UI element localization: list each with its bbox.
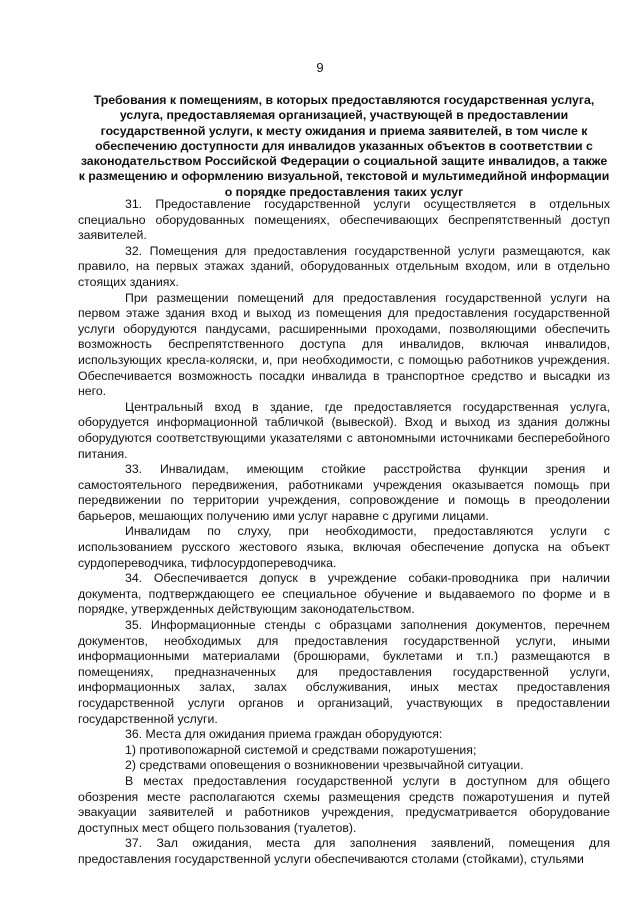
section-heading: Требования к помещениям, в которых предоставляются государственная услуга, услуга, предоставляемая организацией, участвующей в предоставлении государственной услуги, к месту ожидания и приема заявителей, в том числе к обеспечению доступности для инвалидов указанных объектов в соответствии с законодательством Российской Федерации о социальной защите инвалидов, а также к размещению и оформлению визуальной, текстовой и мультимедийной информации о порядке предоставления таких услуг [78, 93, 610, 199]
paragraph: 34. Обеспечивается допуск в учреждение собаки-проводника при наличии документа, подтверждающего ее специальное обучение и выдаваемого по форме и в порядке, утвержденных действующим законодательством. [78, 571, 610, 617]
paragraph: 1) противопожарной системой и средствами пожаротушения; [125, 742, 477, 757]
paragraph: 33. Инвалидам, имеющим стойкие расстройства функции зрения и самостоятельного передвижения, работниками учреждения оказывается помощь при передвижении по территории учреждения, сопровождение и помощь в преодолении барьеров, мешающих получению ими услуг наравне с другими лицами. [78, 462, 610, 523]
paragraph: В местах предоставления государственной услуги в доступном для общего обозрения месте располагаются схемы размещения средств пожаротушения и путей эвакуации заявителей и работников учреждения, предусматривается оборудование доступных мест общего пользования (туалетов). [78, 773, 610, 835]
paragraph: Центральный вход в здание, где предоставляется государственная услуга, оборудуется информационной табличкой (вывеской). Вход и выход из здания должны оборудуются соответствующими указателями с автономными источниками бесперебойного питания. [78, 399, 610, 461]
paragraph: 32. Помещения для предоставления государственной услуги размещаются, как правило, на первых этажах зданий, оборудованных отдельным входом, или в отдельно стоящих зданиях. [78, 243, 610, 289]
document-body [78, 197, 610, 868]
paragraph: 31. Предоставление государственной услуги осуществляется в отдельных специально оборудованных помещениях, обеспечивающих беспрепятственный доступ заявителей. [78, 197, 610, 243]
paragraph: Инвалидам по слуху, при необходимости, предоставляются услуги с использованием русского жестового языка, включая обеспечение допуска на объект сурдопереводчика, тифлосурдопереводчика. [78, 524, 610, 570]
page-number: 9 [316, 60, 324, 75]
paragraph: 35. Информационные стенды с образцами заполнения документов, перечнем документов, необходимых для предоставления государственной услуги, иными информационными материалами (брошюрами, буклетами и т.п.) размещаются в помещениях, предназначенных для предоставления государственной услуги, информационных залах, залах обслуживания, иных местах предоставления государственной услуги органов и организаций, участвующих в предоставлении государственной услуги. [78, 618, 610, 726]
paragraph: 36. Места для ожидания приема граждан оборудуются: [125, 727, 443, 742]
paragraph: 37. Зал ожидания, места для заполнения заявлений, помещения для предоставления государственной услуги обеспечиваются столами (стойками), стульями [78, 836, 610, 866]
paragraph: 2) средствами оповещения о возникновении чрезвычайной ситуации. [125, 758, 524, 773]
paragraph: При размещении помещений для предоставления государственной услуги на первом этаже здания вход и выход из помещения для предоставления государственной услуги оборудуются пандусами, расширенными проходами, позволяющими обеспечить возможность беспрепятственного доступа для инвалидов, включая инвалидов, использующих кресла-коляски, и, при необходимости, с помощью работников учреждения. Обеспечивается возможность посадки инвалида в транспортное средство и высадки из него. [78, 290, 610, 399]
